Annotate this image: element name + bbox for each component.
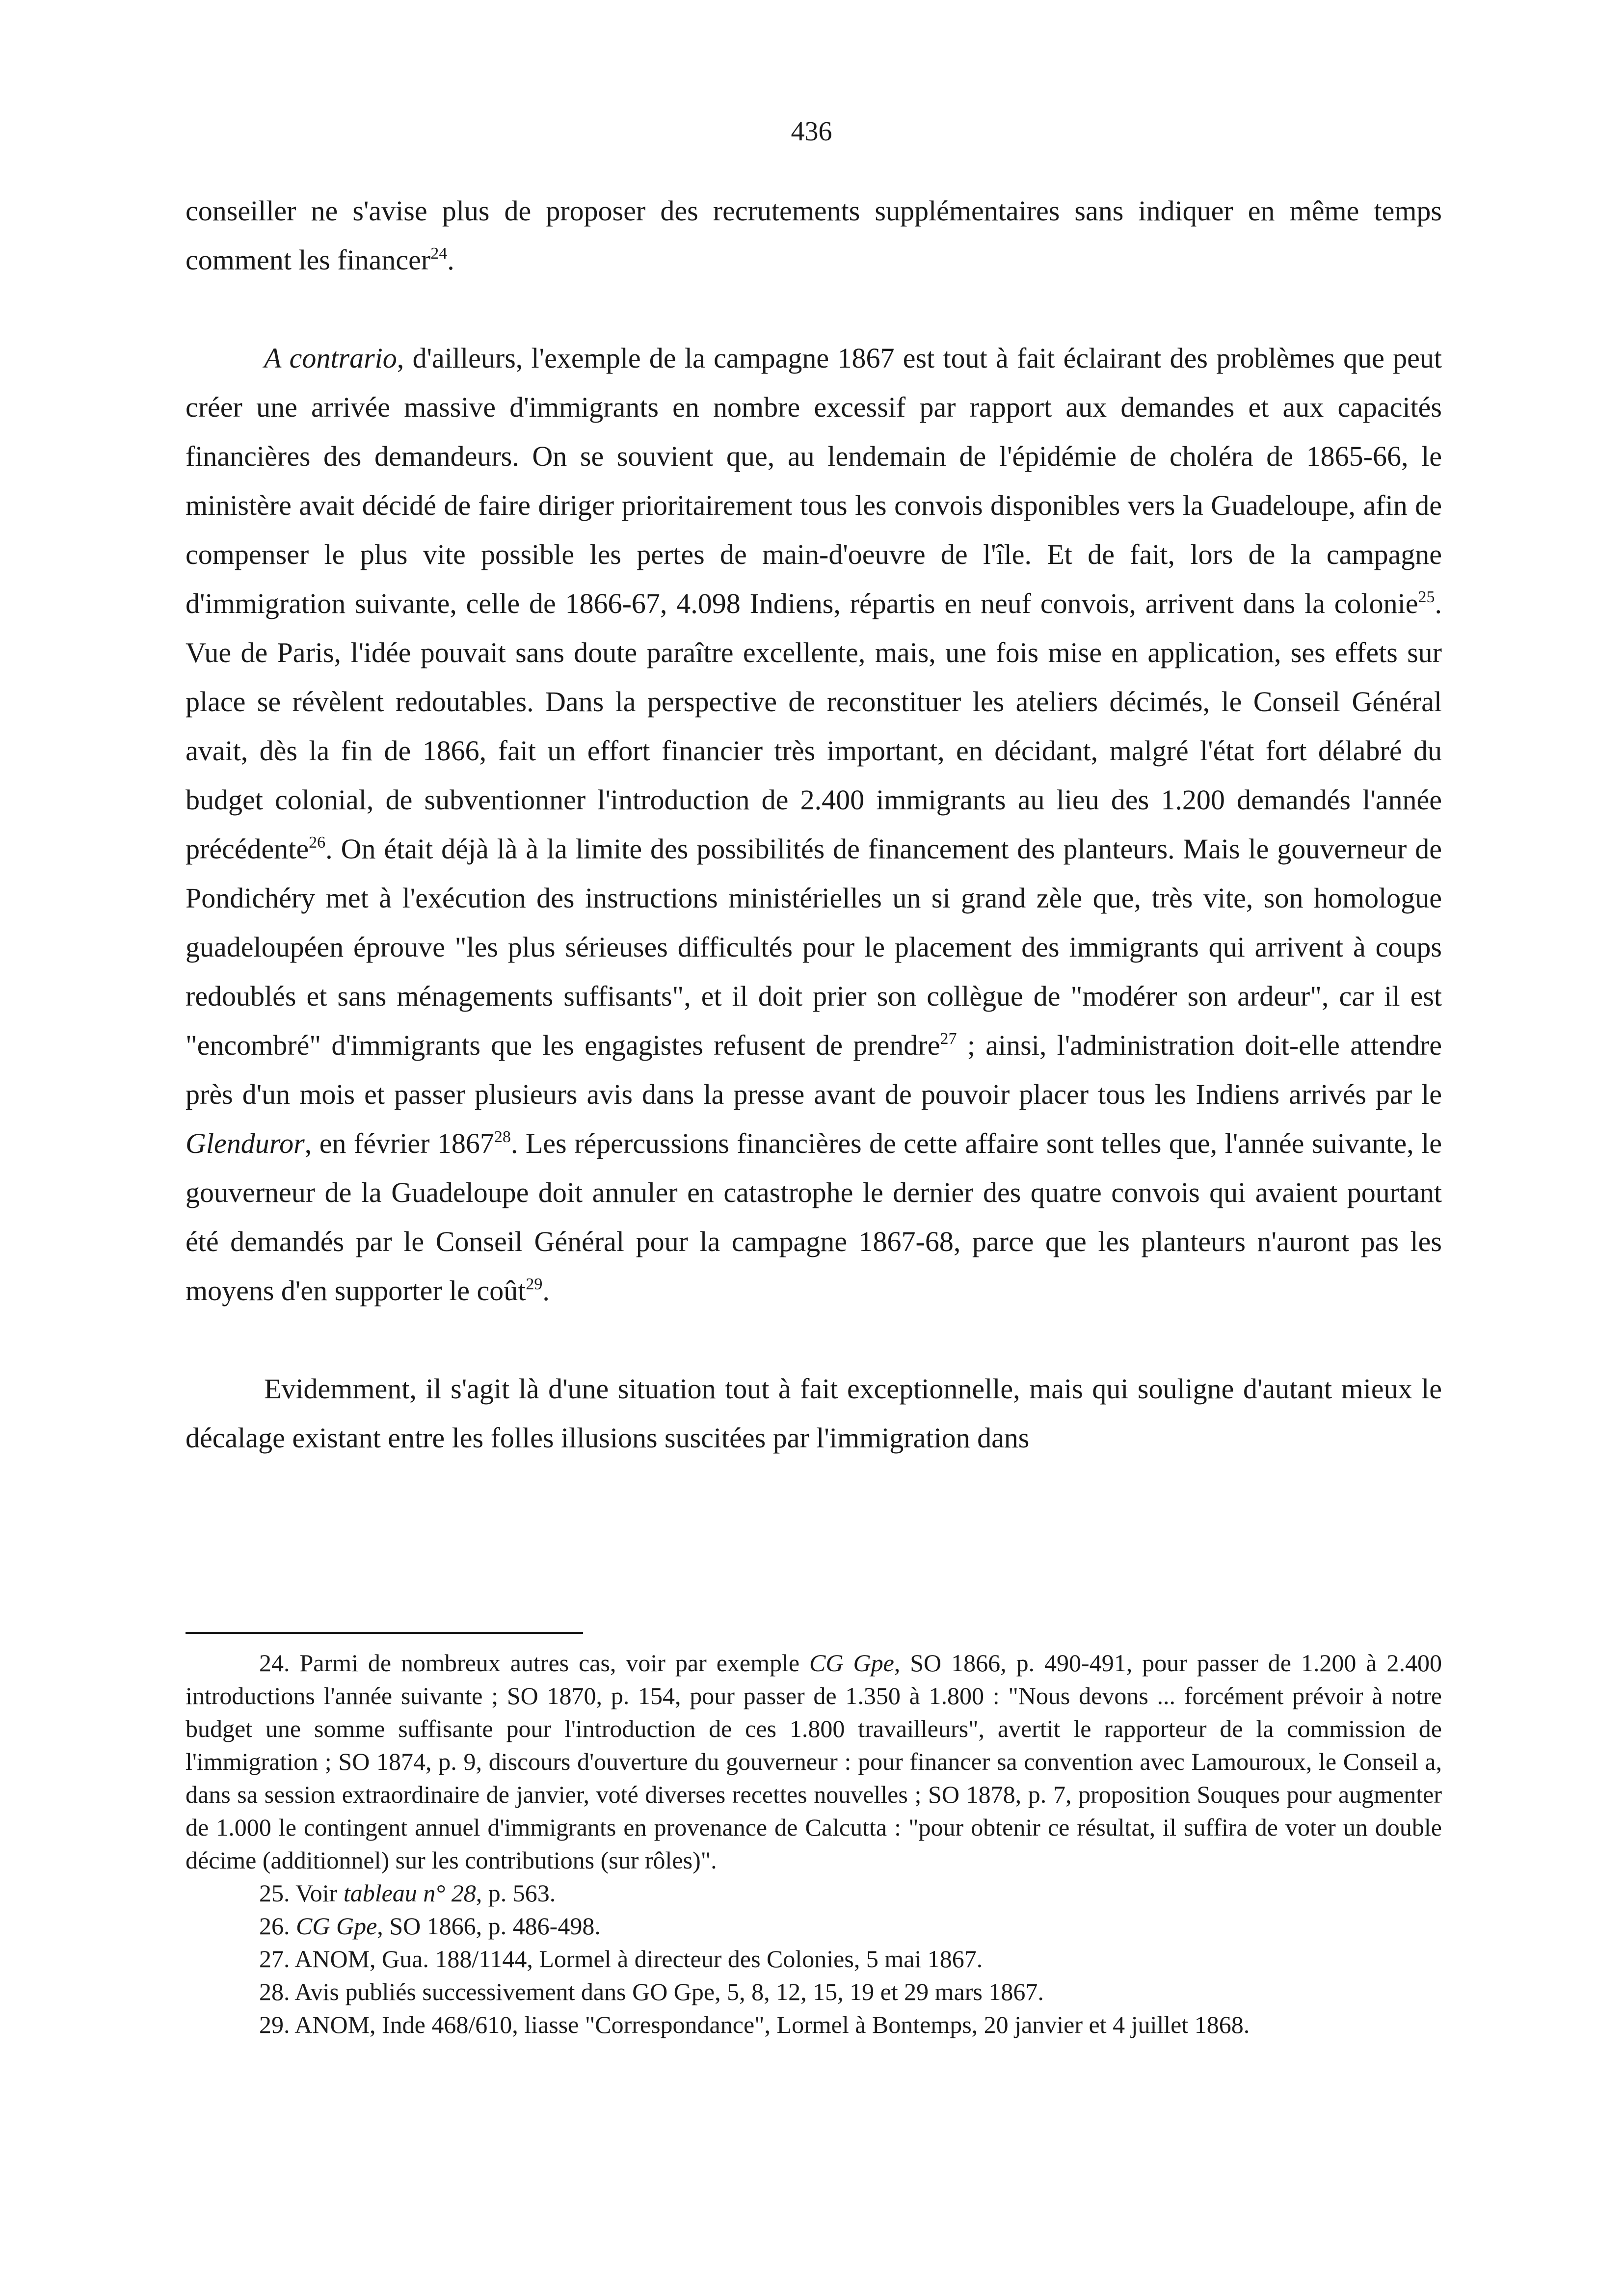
text-span: 28. Avis publiés successivement dans GO Gpe, 5, 8, 12, 15, 19 et 29 mars 1867. (259, 1978, 1044, 2005)
page-number: 436 (791, 116, 832, 147)
text-span: 27. ANOM, Gua. 188/1144, Lormel à directeur des Colonies, 5 mai 1867. (259, 1945, 983, 1973)
footnote-ref-24[interactable]: 24 (430, 244, 448, 263)
text-span: 26. (259, 1912, 296, 1940)
paragraph-1 (186, 187, 1442, 285)
text-span: , d'ailleurs, l'exemple de la campagne 1867 est tout à fait éclairant des problèmes que peut créer une arrivée massive d'immigrants en nombre excessif par rapport aux demandes et aux capacités financières des demandeurs. On se souvient que, au lendemain de l'épidémie de choléra de 1865-66, le ministère avait décidé de faire diriger prioritairement tous les convois disponibles vers la Guadeloupe, afin de compenser le plus vite possible les pertes de main-d'oeuvre de l'île. Et de fait, lors de la campagne d'immigration suivante, celle de 1866-67, 4.098 Indiens, répartis en neuf convois, arrivent dans la colonie (186, 342, 1442, 619)
text-span: . (542, 1275, 550, 1307)
footnote-ref-26[interactable]: 26 (309, 833, 326, 852)
italic-source: CG Gpe (809, 1649, 894, 1677)
text-span: Evidemment, il s'agit là d'une situation tout à fait exceptionnelle, mais qui souligne d'autant mieux le décalage existant entre les folles illusions suscitées par l'immigration dans (186, 1373, 1442, 1454)
text-span: . On était déjà là à la limite des possibilités de financement des planteurs. Mais le gouverneur de Pondichéry met à l'exécution des instructions ministérielles un si grand zèle que, très vite, son homologue guadeloupéen éprouve "les plus sérieuses difficultés pour le placement des immigrants qui arrivent à coups redoublés et sans ménagements suffisants", et il doit prier son collègue de "modérer son ardeur", car il est "encombré" d'immigrants que les engagistes refusent de prendre (186, 833, 1442, 1061)
footnote-ref-27[interactable]: 27 (940, 1030, 957, 1048)
footnotes (186, 1647, 1442, 2041)
text-span: , en février 1867 (304, 1127, 494, 1159)
italic-phrase: A contrario (264, 342, 397, 374)
italic-ship-name: Glenduror (186, 1127, 305, 1159)
italic-source: tableau n° 28 (343, 1879, 476, 1907)
footnote-25 (186, 1877, 1442, 1910)
footnote-divider (186, 1632, 583, 1634)
footnote-29 (186, 2008, 1442, 2041)
text-span: 24. Parmi de nombreux autres cas, voir par exemple (259, 1649, 810, 1677)
text-span: conseiller ne s'avise plus de proposer des recrutements supplémentaires sans indiquer en même temps comment les financer (186, 195, 1442, 276)
footnote-ref-29[interactable]: 29 (526, 1275, 543, 1293)
footnote-24 (186, 1647, 1442, 1877)
text-span: . Les répercussions financières de cette affaire sont telles que, l'année suivante, le gouverneur de la Guadeloupe doit annuler en catastrophe le dernier des quatre convois qui avaient pourtant été demandés par le Conseil Général pour la campagne 1867-68, parce que les planteurs n'auront pas les moyens d'en supporter le coût (186, 1127, 1442, 1307)
text-span: , SO 1866, p. 490-491, pour passer de 1.200 à 2.400 introductions l'année suivante ; SO 1870, p. 154, pour passer de 1.350 à 1.800 : "Nous devons ... forcément prévoir à notre budget une somme suffisante pour l'introduction de ces 1.800 travailleurs", avertit le rapporteur de la commission de l'immigration ; SO 1874, p. 9, discours d'ouverture du gouverneur : pour financer sa convention avec Lamouroux, le Conseil a, dans sa session extraordinaire de janvier, voté diverses recettes nouvelles ; SO 1878, p. 7, proposition Souques pour augmenter de 1.000 le contingent annuel d'immigrants en provenance de Calcutta : "pour obtenir ce résultat, il suffira de voter un double décime (additionnel) sur les contributions (sur rôles)". (186, 1649, 1442, 1874)
paragraph-3 (186, 1364, 1442, 1463)
footnote-ref-28[interactable]: 28 (494, 1128, 511, 1146)
paragraph-2 (186, 334, 1442, 1315)
text-span: 29. ANOM, Inde 468/610, liasse "Correspondance", Lormel à Bontemps, 20 janvier et 4 juillet 1868. (259, 2011, 1250, 2038)
footnote-ref-25[interactable]: 25 (1418, 588, 1435, 606)
footnote-27 (186, 1943, 1442, 1976)
text-span: . Vue de Paris, l'idée pouvait sans doute paraître excellente, mais, une fois mise en application, ses effets sur place se révèlent redoutables. Dans la perspective de reconstituer les ateliers décimés, le Conseil Général avait, dès la fin de 1866, fait un effort financier très important, en décidant, malgré l'état fort délabré du budget colonial, de subventionner l'introduction de 2.400 immigrants au lieu des 1.200 demandés l'année précédente (186, 587, 1442, 865)
text-span: . (447, 244, 454, 276)
text-span: , SO 1866, p. 486-498. (377, 1912, 601, 1940)
footnote-28 (186, 1976, 1442, 2008)
text-span: , p. 563. (476, 1879, 556, 1907)
text-span: 25. Voir (259, 1879, 344, 1907)
footnote-26 (186, 1910, 1442, 1943)
italic-source: CG Gpe (296, 1912, 377, 1940)
main-text (186, 187, 1442, 1463)
text-span: ; ainsi, l'administration doit-elle attendre près d'un mois et passer plusieurs avis dans la presse avant de pouvoir placer tous les Indiens arrivés par le (186, 1029, 1442, 1110)
